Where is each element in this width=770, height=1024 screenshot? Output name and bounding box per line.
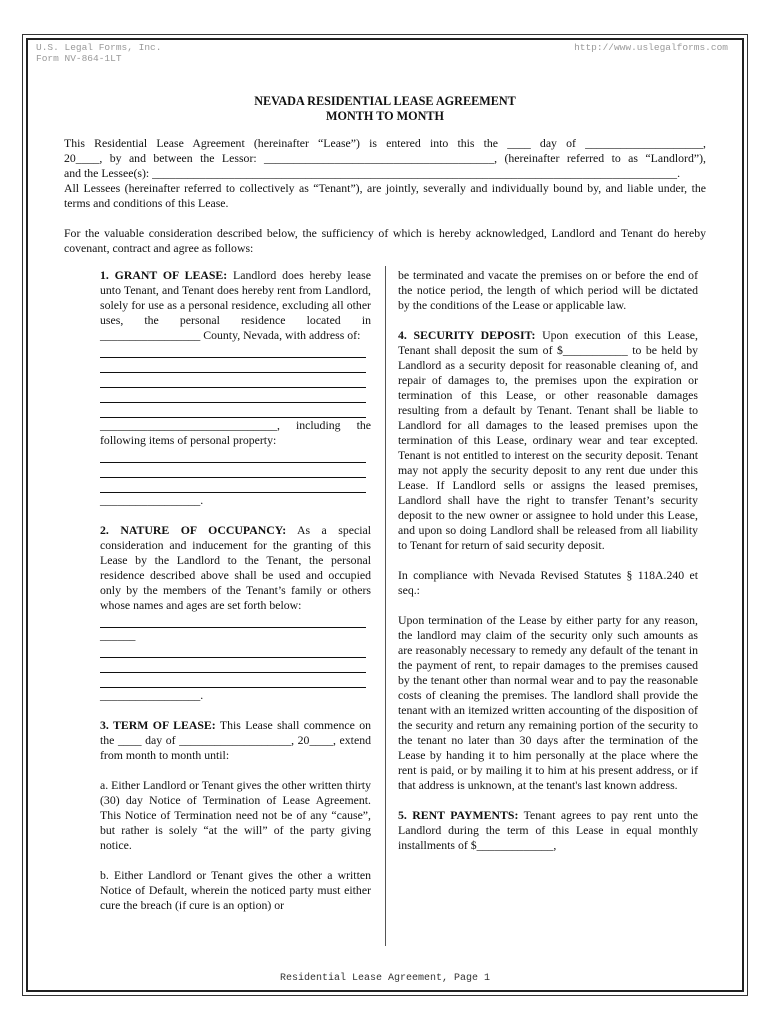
- section-5-heading: 5. RENT PAYMENTS:: [398, 808, 519, 822]
- intro-paragraph-2: For the valuable consideration described below, the sufficiency of which is hereby acknowledged, Landlord and Tenant do hereby covenant, contract and agree as follows:: [64, 226, 706, 255]
- section-5-text: Tenant agrees to pay rent unto the Landlord during the term of this Lease in equal monthly installments of $_____________,: [398, 808, 698, 852]
- section-1-heading: 1. GRANT OF LEASE:: [100, 268, 228, 282]
- intro-line-1: This Residential Lease Agreement (hereinafter “Lease”) is entered into this the ____ day of ____________________,: [64, 136, 706, 150]
- address-line[interactable]: [100, 388, 366, 403]
- section-2-heading: 2. NATURE OF OCCUPANCY:: [100, 523, 287, 537]
- address-line[interactable]: [100, 343, 366, 358]
- form-number: Form NV-864-1LT: [36, 53, 122, 64]
- document-title: [0, 94, 770, 124]
- left-column: [100, 268, 371, 913]
- publisher-name: U.S. Legal Forms, Inc.: [36, 42, 162, 53]
- section-2-short-line: ______: [100, 628, 136, 642]
- intro-line-3: and the Lessee(s): _________________________________________________________________________________________.: [64, 166, 681, 180]
- section-3-text: This Lease shall commence on the ____ day of ___________________, 20____, extend from month to month until:: [100, 718, 371, 762]
- column-divider: [385, 266, 386, 946]
- section-5: [398, 808, 698, 853]
- section-4-termination: Upon termination of the Lease by either party for any reason, the landlord may claim of the security only such amounts as are reasonably necessary to remedy any default of the tenant in the payment of rent, to repair damages to the premises caused by the tenant other than normal wear and to pay the reasonable costs of cleaning the premises. The landlord shall provide the tenant with an itemized written accounting of the disposition of the security and return any remaining portion of the security to the tenant no later than 30 days after the termination of the Lease by handing it to him personally at the place where the rent is paid, or by mailing it to him at his present address, or if that address is unknown, at the tenant's last known address.: [398, 613, 698, 792]
- page-footer: Residential Lease Agreement, Page 1: [279, 973, 491, 984]
- section-4-compliance: In compliance with Nevada Revised Statutes § 118A.240 et seq.:: [398, 568, 698, 597]
- section-4: [398, 328, 698, 553]
- header-left: [36, 42, 161, 64]
- section-2-text: As a special consideration and inducement for the granting of this Lease by the Landlord to the Tenant, the personal residence described above shall be used and occupied only by the members of the Tenant’s family or others whose names and ages are set forth below:: [100, 523, 371, 612]
- section-1: [100, 268, 371, 343]
- section-4-text: Upon execution of this Lease, Tenant shall deposit the sum of $___________ to be held by Landlord as a security deposit for reasonable cleaning of, and repair of damages to, the premises upon the expiration or termination of this Lease, or other reasonable damages resulting from a default by Tenant. Tenant shall be liable to Landlord for all damages to the leased premises upon the termination of this Lease, ordinary wear and tear excepted. Tenant is not entitled to interest on the security deposit. Tenant may not apply the security deposit to any rent due under this Lease. If Landlord sells or assigns the leased premises, Landlord shall have the right to transfer Tenant’s security deposit to the new owner or assignee to hold under this Lease, and upon so doing Landlord shall be released from all liability to Tenant for return of said security deposit.: [398, 328, 698, 552]
- occupant-line[interactable]: [100, 658, 366, 673]
- section-4-heading: 4. SECURITY DEPOSIT:: [398, 328, 536, 342]
- property-line[interactable]: [100, 448, 366, 463]
- section-1-text: Landlord does hereby lease unto Tenant, and Tenant does hereby rent from Landlord, solely for use as a personal residence, excluding all other uses, the personal residence located in _________________ County, Nevada, with address of:: [100, 268, 371, 342]
- intro-line-4: All Lessees (hereinafter referred to collectively as “Tenant”), are jointly, severally and individually bound by, and liable under, the terms and conditions of this Lease.: [64, 181, 706, 210]
- section-3-a: a. Either Landlord or Tenant gives the other written thirty (30) day Notice of Termination of Lease Agreement. This Notice of Termination need not be of any “cause”, but rather is solely “at the will” of the party giving notice.: [100, 778, 371, 852]
- section-1-end: _________________.: [100, 493, 204, 507]
- occupant-line[interactable]: [100, 613, 366, 628]
- header-url[interactable]: http://www.uslegalforms.com: [574, 42, 728, 53]
- property-line[interactable]: [100, 478, 366, 493]
- section-2-end: _________________.: [100, 688, 204, 702]
- occupant-line[interactable]: [100, 643, 366, 658]
- title-line-2: MONTH TO MONTH: [325, 109, 445, 123]
- section-3-continued: be terminated and vacate the premises on or before the end of the notice period, the length of which period will be dictated by the conditions of the Lease or applicable law.: [398, 268, 698, 312]
- intro-section: [64, 136, 706, 256]
- occupant-line[interactable]: [100, 673, 366, 688]
- section-2: [100, 523, 371, 613]
- section-3-b: b. Either Landlord or Tenant gives the other a written Notice of Default, wherein the noticed party must either cure the breach (if cure is an option) or: [100, 868, 371, 912]
- intro-line-2: 20____, by and between the Lessor: _______________________________________, (hereinafter referred to as “Landlord”),: [64, 151, 706, 165]
- right-column: [398, 268, 698, 853]
- section-1-including: ______________________________, including the following items of personal property:: [100, 418, 371, 447]
- address-line[interactable]: [100, 358, 366, 373]
- title-line-1: NEVADA RESIDENTIAL LEASE AGREEMENT: [254, 94, 516, 108]
- property-line[interactable]: [100, 463, 366, 478]
- section-3-heading: 3. TERM OF LEASE:: [100, 718, 216, 732]
- address-line[interactable]: [100, 373, 366, 388]
- section-3: [100, 718, 371, 763]
- address-line[interactable]: [100, 403, 366, 418]
